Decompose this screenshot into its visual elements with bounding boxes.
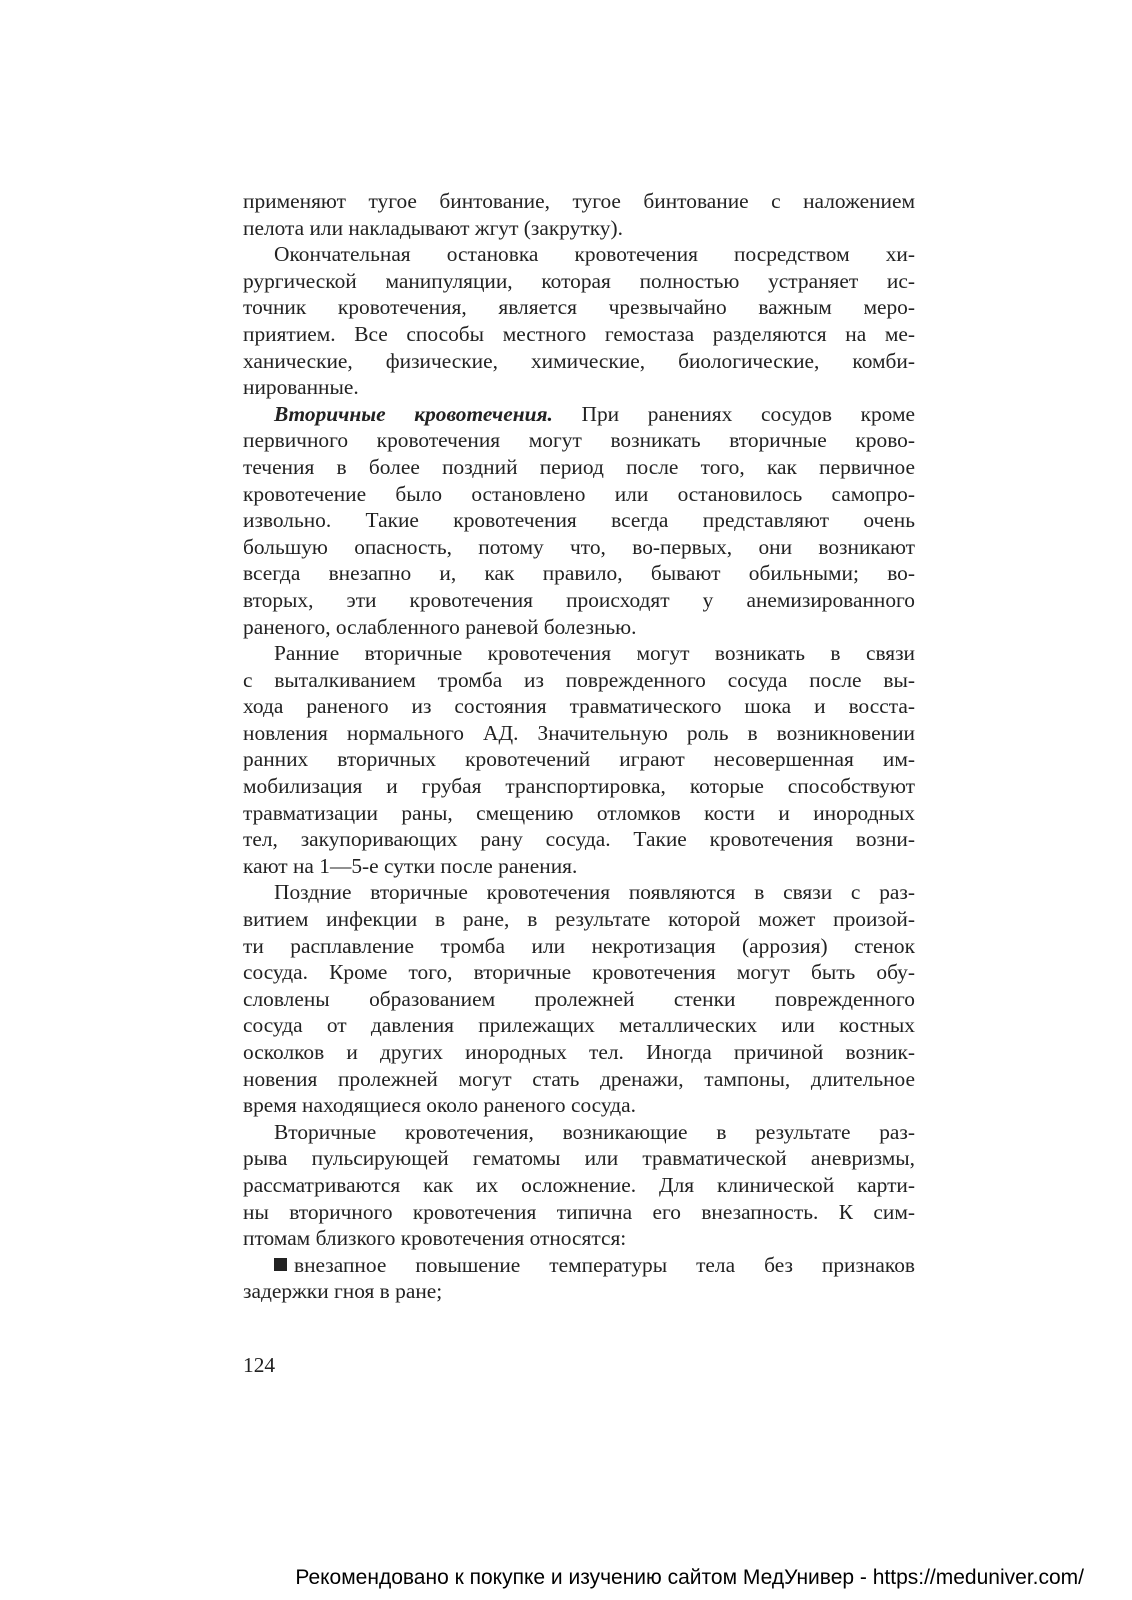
paragraph — [243, 401, 915, 640]
paragraph — [243, 879, 915, 1118]
text-line — [243, 1252, 915, 1279]
text-line: точник кровотечения, является чрезвычайно важным меро- — [243, 295, 915, 320]
text-line: кают на 1—5-е сутки после ранения. — [243, 853, 578, 878]
text-line: с выталкиванием тромба из поврежденного сосуда после вы- — [243, 667, 915, 692]
text-line: рыва пульсирующей гематомы или травматической аневризмы, — [243, 1146, 915, 1171]
black-square-bullet-icon — [274, 1258, 287, 1271]
text-line: рургической манипуляции, которая полностью устраняет ис- — [243, 268, 915, 293]
body-text — [243, 188, 915, 1305]
paragraph — [243, 1119, 915, 1252]
paragraph — [243, 241, 915, 401]
text-line: мобилизация и грубая транспортировка, которые способствуют — [243, 774, 915, 799]
text-line: птомам близкого кровотечения относятся: — [243, 1226, 627, 1251]
text-line: применяют тугое бинтование, тугое бинтование с наложением — [243, 189, 915, 213]
watermark: Рекомендовано к покупке и изучению сайтом МедУнивер - https://meduniver.com/ — [295, 1566, 1084, 1589]
paragraph — [243, 188, 915, 241]
text-line — [243, 401, 915, 428]
text-line: новления нормального АД. Значительную роль в возникновении — [243, 720, 915, 745]
text-line: раненого, ослабленного раневой болезнью. — [243, 614, 637, 639]
text-line: вторых, эти кровотечения происходят у анемизированного — [243, 587, 915, 612]
text-span: внезапное повышение температуры тела без признаков — [294, 1252, 915, 1277]
text-line: всегда внезапно и, как правило, бывают обильными; во- — [243, 561, 915, 586]
text-span: При ранениях сосудов кроме — [552, 401, 915, 426]
text-line: кровотечение было остановлено или остановилось самопро- — [243, 481, 915, 506]
text-line: Поздние вторичные кровотечения появляются в связи с раз- — [274, 880, 915, 905]
paragraph — [243, 640, 915, 879]
text-line: большую опасность, потому что, во-первых, они возникают — [243, 534, 915, 559]
text-line: нированные. — [243, 375, 359, 400]
text-line: сосуда. Кроме того, вторичные кровотечения могут быть обу- — [243, 960, 915, 985]
text-line: новения пролежней могут стать дренажи, тампоны, длительное — [243, 1066, 915, 1091]
text-line: хода раненого из состояния травматического шока и восста- — [243, 694, 915, 719]
text-line: пелота или накладывают жгут (закрутку). — [243, 215, 623, 240]
text-line: Вторичные кровотечения, возникающие в результате раз- — [274, 1119, 915, 1144]
text-line: задержки гноя в ране; — [243, 1279, 443, 1304]
text-line: извольно. Такие кровотечения всегда представляют очень — [243, 508, 915, 533]
text-line: время находящиеся около раненого сосуда. — [243, 1093, 636, 1118]
text-line: течения в более поздний период после того, как первичное — [243, 454, 915, 479]
text-line: ти расплавление тромба или некротизация (аррозия) стенок — [243, 933, 915, 958]
text-line: ханические, физические, химические, биологические, комби- — [243, 348, 915, 373]
text-line: первичного кровотечения могут возникать вторичные крово- — [243, 428, 915, 453]
text-line: словлены образованием пролежней стенки поврежденного — [243, 986, 915, 1011]
text-line: сосуда от давления прилежащих металлических или костных — [243, 1013, 915, 1038]
text-line: ны вторичного кровотечения типична его внезапность. К сим- — [243, 1199, 915, 1224]
text-line: рассматриваются как их осложнение. Для клинической карти- — [243, 1172, 915, 1197]
page-number: 124 — [243, 1353, 276, 1377]
text-line: тел, закупоривающих рану сосуда. Такие кровотечения возни- — [243, 827, 915, 852]
text-line: приятием. Все способы местного гемостаза разделяются на ме- — [243, 321, 915, 346]
text-line: ранних вторичных кровотечений играют несовершенная им- — [243, 747, 915, 772]
text-line: Ранние вторичные кровотечения могут возникать в связи — [274, 641, 915, 666]
text-line: Окончательная остановка кровотечения посредством хи- — [274, 242, 915, 267]
bullet-item — [243, 1252, 915, 1305]
run-in-heading: Вторичные кровотечения. — [274, 401, 553, 426]
text-line: травматизации раны, смещению отломков кости и инородных — [243, 800, 915, 825]
text-line: витием инфекции в ране, в результате которой может произой- — [243, 907, 915, 932]
text-line: осколков и других инородных тел. Иногда причиной возник- — [243, 1040, 915, 1064]
